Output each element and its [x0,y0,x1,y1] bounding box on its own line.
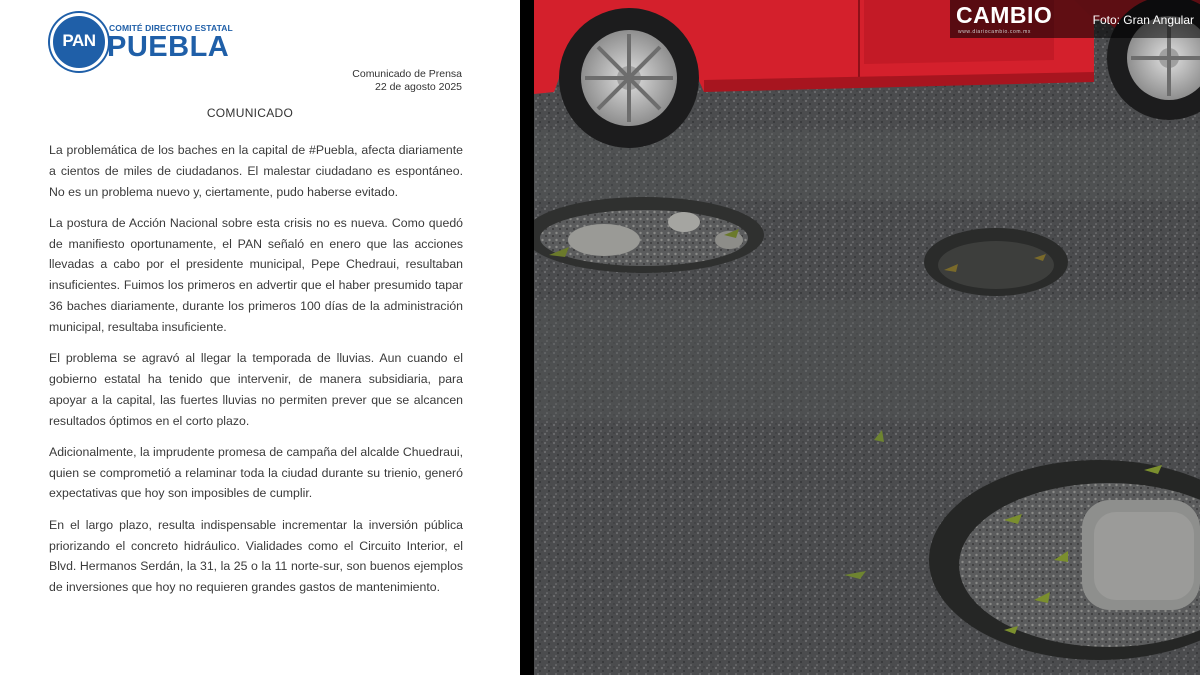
road-illustration [534,0,1200,675]
pothole-photo [534,0,1200,675]
pan-circle-emblem [50,13,108,71]
pan-emblem-text: PAN [62,31,96,50]
document-date: 22 de agosto 2025 [375,81,462,93]
paragraph: En el largo plazo, resulta indispensable incrementar la inversión pública priorizando el concreto hidráulico. Vialidades como el Circuito Interior, el Blvd. Hermanos Serdán, la 31, la 25 o la 11 norte-sur, son buenos ejemplos de inversiones que hoy no requieren grandes gastos de mantenimiento. [49,517,463,595]
paragraph: Adicionalmente, la imprudente promesa de campaña del alcalde Chuedraui, quien se comprometió a relaminar toda la ciudad durante su trienio, generó expectativas que hoy son imposibles de cumplir. [49,444,463,501]
pan-puebla-logo [50,12,240,70]
document-body [49,140,463,608]
document-type: Comunicado de Prensa [352,68,462,80]
logo-committee-text: COMITÉ DIRECTIVO ESTATAL [109,23,233,33]
car-wheel-front [559,8,699,148]
pothole-left [534,197,764,273]
panel-divider [520,0,534,675]
photo-credit: Foto: Gran Angular [1092,13,1194,27]
logo-state-text: PUEBLA [107,31,230,63]
pothole-center [924,228,1068,296]
paragraph: El problema se agravó al llegar la temporada de lluvias. Aun cuando el gobierno estatal ha tenido que intervenir, de manera subsidiaria, para apoyar a la capital, las fuertes lluvias no permiten prever que se alcancen resultados óptimos en el corto plazo. [49,351,463,428]
cambio-url: www.diariocambio.com.mx [958,29,1031,35]
cambio-logo: CAMBIO [956,2,1053,28]
paragraph: La problemática de los baches en la capital de #Puebla, afecta diariamente a cientos de miles de ciudadanos. El malestar ciudadano es espontáneo. No es un problema nuevo y, ciertamente, pudo haberse evitado. [49,143,463,199]
press-release-document [0,0,520,675]
document-title: COMUNICADO [206,106,294,120]
document-meta [352,68,462,94]
watermark-bar [950,0,1200,38]
paragraph: La postura de Acción Nacional sobre esta crisis no es nueva. Como quedó de manifiesto oportunamente, el PAN señaló en enero que las acciones llevadas a cabo por el presidente municipal, Pepe Chedraui, resultaban insuficientes. Fuimos los primeros en advertir que el haber presumido tapar 36 baches diariamente, durante los primeros 100 días de la administración municipal, resultaba insuficiente. [49,215,463,334]
